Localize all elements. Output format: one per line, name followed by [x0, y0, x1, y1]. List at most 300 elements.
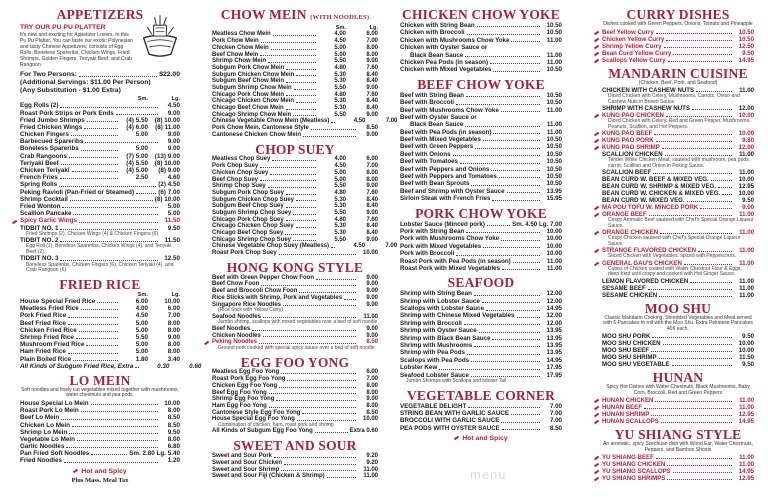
menu-item-row	[602, 260, 754, 267]
price: 7.00	[549, 417, 562, 425]
item-name: Peking Noodles	[212, 339, 258, 346]
menu-item-row	[400, 349, 562, 356]
price: 9.00	[167, 138, 180, 146]
menu-item-row	[400, 243, 562, 250]
price: 10.50	[546, 29, 562, 37]
item-name: Beef with Oyster Sauce or	[400, 113, 477, 121]
dot-leader	[465, 56, 540, 57]
dot-leader	[311, 129, 356, 130]
item-name: Shrimp with Oyster Sauce	[400, 327, 477, 335]
dot-leader	[73, 214, 158, 215]
price-small: 5.00	[135, 348, 148, 356]
item-name: Beef with Bean Sprouts	[400, 180, 470, 188]
item-name: Beef with Broccoli	[400, 99, 454, 107]
price: 12.95	[738, 183, 754, 190]
hot-pepper-icon	[594, 38, 599, 42]
item-name: All Kinds of Subgum Fried Rice, Extra	[20, 362, 134, 370]
menu-item	[602, 137, 754, 144]
dot-leader	[274, 457, 356, 458]
dot-leader	[287, 380, 356, 381]
price: 9.50	[742, 361, 754, 368]
item-name: Pan Fried Soft Noodles	[20, 450, 90, 458]
dot-leader	[260, 180, 316, 181]
price: 10.50	[546, 180, 562, 188]
dot-leader	[482, 302, 540, 303]
menu-item	[400, 228, 562, 235]
item-name: Beef Lo Mein	[20, 414, 60, 422]
price: 11.00	[739, 151, 754, 158]
menu-item	[602, 50, 754, 57]
dot-leader	[296, 200, 316, 201]
menu-item-row	[602, 354, 754, 361]
item-name: MOO SHU SHRIMP	[602, 354, 657, 361]
dot-leader	[276, 400, 356, 401]
price: 7.60	[366, 91, 378, 98]
dot-leader	[296, 75, 316, 76]
menu-item-row	[602, 112, 754, 119]
section-title: EGG FOO YONG	[240, 354, 350, 370]
menu-item	[212, 376, 378, 383]
menu-item	[20, 362, 202, 370]
dot-leader	[69, 157, 118, 158]
item-name: Shrimp Fried Rice	[20, 334, 74, 341]
dot-leader	[72, 426, 158, 427]
hot-pepper-icon	[594, 420, 599, 424]
price: 14.95	[546, 305, 562, 313]
item-name: MOO SHU BEEF	[602, 347, 650, 354]
menu-item-row	[400, 235, 562, 242]
dot-leader	[666, 40, 732, 41]
price: 9.00	[366, 288, 378, 295]
dot-leader	[331, 122, 335, 123]
menu-item	[400, 99, 562, 106]
item-name: Fried Chicken Wings	[20, 123, 83, 131]
menu-item	[20, 305, 180, 312]
price: 11.00	[546, 128, 562, 136]
item-name: YU SHIANG SCALLOPS	[602, 468, 671, 475]
dot-leader	[456, 255, 540, 256]
dot-leader	[281, 470, 356, 471]
menu-item-row	[212, 376, 378, 383]
menu-item	[212, 45, 378, 52]
price: 9.00	[366, 396, 378, 403]
item-name: CHICKEN WITH CASHEW NUTS	[602, 87, 695, 94]
chow-mein-section	[212, 7, 398, 139]
price: 10.00	[738, 130, 754, 137]
menu-item-row	[400, 37, 562, 44]
menu-item-row	[20, 450, 180, 457]
item-name: Roast Pork with Pea Pods (in season)	[400, 257, 511, 265]
dot-leader	[293, 115, 316, 116]
menu-item-row	[400, 52, 562, 59]
price: 9.00	[366, 58, 378, 65]
dot-leader	[296, 102, 316, 103]
menu-item	[20, 436, 180, 443]
menu-item-row	[212, 45, 378, 52]
menu-item-row	[400, 335, 562, 342]
hot-pepper-icon	[73, 469, 78, 474]
dot-leader	[269, 407, 356, 408]
hot-note-text: Hot and Spicy	[462, 435, 508, 443]
price: 12.00	[738, 105, 754, 112]
lg-label: Lg.	[171, 291, 180, 298]
menu-item-row	[400, 129, 562, 136]
price: 8.40	[366, 105, 378, 112]
dot-leader	[69, 433, 158, 434]
menu-item-row	[602, 411, 754, 418]
title-suffix: (WITH NOODLES)	[310, 14, 370, 21]
menu-item	[212, 105, 378, 112]
dot-leader	[718, 187, 732, 188]
menu-item	[212, 190, 378, 197]
menu-item	[602, 112, 754, 130]
dot-leader	[81, 150, 118, 151]
dot-leader	[663, 344, 732, 345]
dot-leader	[501, 240, 540, 241]
menu-item-row	[212, 429, 378, 436]
item-name: Beef Fried Rice	[20, 319, 66, 327]
appetizers-section	[20, 8, 180, 274]
menu-item	[602, 183, 754, 190]
menu-item-row	[20, 348, 180, 355]
price: 13.95	[546, 342, 562, 350]
price: 11.50	[739, 354, 754, 361]
item-name: HUNAN BEEF	[602, 404, 642, 411]
item-name: Sweet and Sour Shrimp	[212, 466, 280, 473]
dot-leader	[68, 353, 118, 354]
price-small: 5.00	[135, 326, 148, 334]
price: 9.50	[742, 197, 754, 204]
dot-leader	[84, 128, 118, 129]
price: 10.00	[738, 112, 754, 119]
hot-pepper-icon	[594, 231, 599, 235]
item-description: Egg Roll (1), Boneless Spareribs, Chicken Wings (4), and Teriyaki Beef (2).	[26, 243, 172, 255]
menu-item-row	[400, 313, 562, 320]
price: 9.00	[366, 325, 378, 332]
item-name: House Special Fried Rice	[20, 298, 96, 306]
menu-item	[212, 125, 378, 132]
dot-leader	[492, 200, 540, 201]
dot-leader	[483, 247, 540, 248]
item-name: Subgum Beef Chow Mein	[212, 78, 284, 85]
dot-leader	[692, 109, 732, 110]
menu-item	[212, 92, 378, 99]
menu-item-row	[20, 102, 180, 109]
item-name: PEA PODS WITH OYSTER SAUCE	[400, 424, 500, 432]
item-name: KUNG PAO BEEF	[602, 130, 653, 137]
price-small: 5.00	[135, 131, 148, 139]
price-small: 2.50	[135, 174, 148, 182]
dot-leader	[490, 63, 540, 64]
menu-item	[20, 167, 180, 174]
price: 9.20	[366, 453, 378, 460]
price: 11.00	[363, 473, 378, 480]
price: 8.00	[366, 51, 378, 58]
dot-leader	[651, 415, 732, 416]
dot-leader	[135, 367, 139, 368]
menu-item-row	[212, 190, 378, 197]
item-name: KUNG PAO PORK	[602, 137, 654, 144]
dot-leader	[644, 408, 732, 409]
menu-item	[212, 52, 378, 59]
menu-item-row	[212, 302, 378, 309]
moo-shu-section	[602, 302, 754, 369]
hot-spicy-note	[400, 435, 562, 443]
menu-item	[602, 144, 754, 151]
menu-item-row	[400, 99, 562, 106]
price: 11.00	[546, 121, 562, 129]
price: 6.00	[366, 369, 378, 376]
item-name: Black Bean Sauce	[410, 51, 464, 59]
hot-pepper-icon	[594, 206, 599, 210]
item-name: Chicken with Oyster Sauce or	[400, 44, 488, 52]
menu-item	[400, 129, 562, 136]
item-name: Shrimp with Mushrooms	[400, 342, 473, 350]
menu-item-row	[602, 404, 754, 411]
dot-leader	[271, 49, 316, 50]
menu-item	[400, 166, 562, 173]
pork-chow-yoke-section	[400, 207, 562, 273]
menu-item	[400, 59, 562, 66]
dot-leader	[62, 207, 158, 208]
menu-item-row	[212, 58, 378, 65]
dot-leader	[492, 339, 540, 340]
price-small: (4) 5.00	[126, 167, 148, 174]
item-name: Shrimp Chop Suey	[212, 183, 266, 190]
menu-item	[212, 65, 378, 72]
menu-item-row	[400, 44, 562, 51]
item-name: Lobster Kew	[400, 364, 438, 372]
menu-item-row	[602, 475, 754, 482]
menu-item-row	[20, 443, 180, 450]
menu-item	[400, 22, 562, 29]
section-subtitle: Dishes cooked with Green Peppers, Onions, Tomato and Pineapple	[603, 21, 753, 27]
price-small: 5.00	[135, 341, 148, 349]
dot-leader	[60, 107, 158, 108]
price-small: 5.50	[334, 236, 346, 243]
item-name: Meatless Fried Rice	[20, 305, 79, 313]
menu-item	[20, 124, 180, 131]
item-name: Chicago Shrimp Chop Suey	[212, 236, 292, 243]
dot-leader	[284, 464, 356, 465]
price: 7.00	[385, 243, 398, 250]
dot-leader	[72, 171, 118, 172]
price: 8.40	[366, 223, 378, 230]
menu-item	[212, 416, 378, 428]
price: 10.00	[362, 416, 378, 423]
dot-leader	[316, 279, 356, 280]
price: 10.50	[546, 66, 562, 74]
item-name: Lobster Sauce (Minced pork)	[400, 220, 485, 228]
menu-item	[400, 417, 562, 424]
price: 6.00	[366, 31, 378, 38]
price: 7.60	[366, 64, 378, 71]
menu-item-row	[20, 298, 180, 305]
price: 15.95	[546, 195, 562, 203]
substitution-note: (Any Substitution - $1.00 Extra)	[20, 87, 121, 95]
menu-item-row	[212, 32, 378, 39]
item-name: Shrimp with Lobster Sauce	[400, 297, 480, 305]
dot-leader	[698, 251, 732, 252]
menu-item	[20, 237, 180, 255]
menu-item-row	[212, 460, 378, 467]
price-small: 4.00	[334, 156, 346, 163]
menu-item	[20, 131, 180, 138]
price-small: 5.50	[334, 209, 346, 216]
menu-item-row	[212, 467, 378, 474]
item-name: Pork with Mixed Vegetables	[400, 242, 482, 250]
menu-item	[212, 339, 378, 351]
item-name: Roast Pork Chop Suey	[212, 250, 277, 257]
menu-item	[602, 29, 754, 36]
dot-leader	[259, 343, 356, 344]
menu-item-row	[400, 107, 562, 114]
yu-shiang-section	[602, 428, 754, 482]
menu-item-row	[212, 410, 378, 417]
menu-item	[400, 298, 562, 305]
price: 3.40	[167, 355, 180, 363]
item-name: Singapore Rice Noodles	[212, 301, 282, 308]
dot-leader	[651, 351, 732, 352]
price: 11.00	[739, 277, 754, 285]
menu-item-row	[602, 176, 754, 183]
menu-item-row	[20, 196, 180, 203]
dot-leader	[71, 135, 118, 136]
menu-item	[20, 348, 180, 355]
menu-item-row	[602, 397, 754, 404]
dot-leader	[474, 295, 540, 296]
item-name: KUNG PAO SHRIMP	[602, 144, 660, 151]
price: 10.50	[546, 136, 562, 144]
item-name: Chicken with Mixed Vegetables	[400, 66, 492, 74]
price: 14.95	[738, 56, 754, 64]
item-name: Shrimp Lo Mein	[20, 428, 68, 436]
item-description: Jumbo shrimp, scallops with mixed vegetables over a bed of soft noodle	[218, 319, 378, 326]
menu-item-row	[602, 137, 754, 144]
price: 12.00	[546, 297, 562, 305]
menu-item	[602, 229, 754, 247]
price: 8.50	[366, 125, 378, 132]
menu-item	[400, 180, 562, 187]
price: 9.00	[742, 204, 754, 211]
menu-item-row	[212, 197, 378, 204]
menu-item	[602, 411, 754, 418]
menu-item-row	[400, 59, 562, 66]
hot-pepper-icon	[594, 413, 599, 417]
price: 7.00	[549, 409, 562, 417]
price-small: 5.50	[135, 334, 148, 341]
item-name: Shrimp Yellow Curry	[602, 42, 662, 50]
section-title: HONG KONG STYLE	[226, 259, 364, 275]
item-name: Chicken Pea Pods (in season)	[400, 58, 489, 66]
price: 11.00	[739, 259, 754, 267]
item-name: Chicken with Mushrooms Chow Yoke	[400, 36, 510, 44]
price-small: 0.30	[157, 362, 170, 370]
menu-item	[212, 223, 378, 230]
price: 13.95	[546, 349, 562, 357]
price: 8.00	[167, 348, 180, 356]
menu-item	[602, 204, 754, 211]
price: 12.00	[546, 319, 562, 327]
price: 8.40	[366, 98, 378, 105]
menu-item-row	[20, 341, 180, 348]
menu-item	[212, 410, 378, 417]
hot-pepper-icon	[594, 463, 599, 467]
item-description: Diced Chicken with Celery, Red and Green Pepper, Mushrooms, Peanuts, Scallion, and Hot Peppers.	[608, 118, 751, 130]
price: 8.50	[366, 339, 378, 346]
section-title: FRIED RICE	[59, 276, 141, 292]
menu-item	[400, 342, 562, 349]
menu-item	[212, 390, 378, 397]
dot-leader	[60, 229, 158, 230]
item-name: SCALLION CHICKEN	[602, 151, 663, 158]
item-name: Chinese Vegetable Chop Suey (Meatless)	[212, 243, 330, 250]
menu-item	[20, 450, 180, 457]
sm-label: Sm.	[335, 25, 346, 31]
dot-leader	[667, 465, 732, 466]
item-name: ORANGE BEEF	[602, 211, 647, 218]
hot-pepper-icon	[594, 139, 599, 143]
menu-item-list	[602, 333, 754, 368]
item-name: LEMON FLAVORED CHICKEN	[602, 277, 689, 285]
menu-item-row	[602, 418, 754, 425]
dot-leader	[491, 170, 540, 171]
item-name: Chicken with String Bean	[400, 21, 475, 29]
menu-item-row	[212, 370, 378, 377]
dot-leader	[659, 296, 732, 297]
price: 7.60	[366, 216, 378, 223]
dot-leader	[661, 422, 732, 423]
dot-leader	[662, 148, 732, 149]
menu-item-row	[212, 78, 378, 85]
menu-item-row	[400, 92, 562, 99]
price: 10.00	[738, 340, 754, 347]
item-name: Beef with Onions	[400, 150, 451, 158]
menu-item	[20, 400, 180, 407]
price: 8.40	[366, 203, 378, 210]
section-title: SWEET AND SOUR	[233, 438, 357, 454]
item-name: Subgum Chicken Chow Mein	[212, 71, 295, 78]
menu-item-row	[400, 298, 562, 305]
menu-item-row	[602, 197, 754, 204]
price: 9.00	[167, 131, 180, 139]
menu-item-row	[400, 305, 562, 312]
dot-leader	[281, 373, 356, 374]
seafood-section	[400, 276, 562, 384]
price: 9.00	[167, 145, 180, 153]
price: 11.50	[164, 237, 180, 245]
menu-item	[400, 188, 562, 195]
column-1	[20, 7, 202, 489]
menu-item-row	[212, 383, 378, 390]
menu-item-row	[212, 52, 378, 59]
item-name: Sweet and Sour Pork	[212, 453, 273, 460]
dot-leader	[315, 432, 348, 433]
dot-leader	[286, 109, 316, 110]
price-small: 4.00	[334, 31, 346, 38]
item-name: BEAN CURD W. SHRIMP & MIXED VEG.	[602, 183, 716, 190]
dot-leader	[60, 178, 118, 179]
menu-item	[20, 356, 180, 363]
item-name: House Special Egg Foo Yong	[212, 416, 295, 423]
dot-leader	[467, 354, 540, 355]
price-small: 4.80	[334, 64, 346, 71]
dot-leader	[456, 104, 540, 105]
price: 8.50	[549, 424, 562, 432]
price: 7.00	[366, 163, 378, 170]
menu-item-row	[20, 210, 180, 217]
menu-item-row	[20, 407, 180, 414]
